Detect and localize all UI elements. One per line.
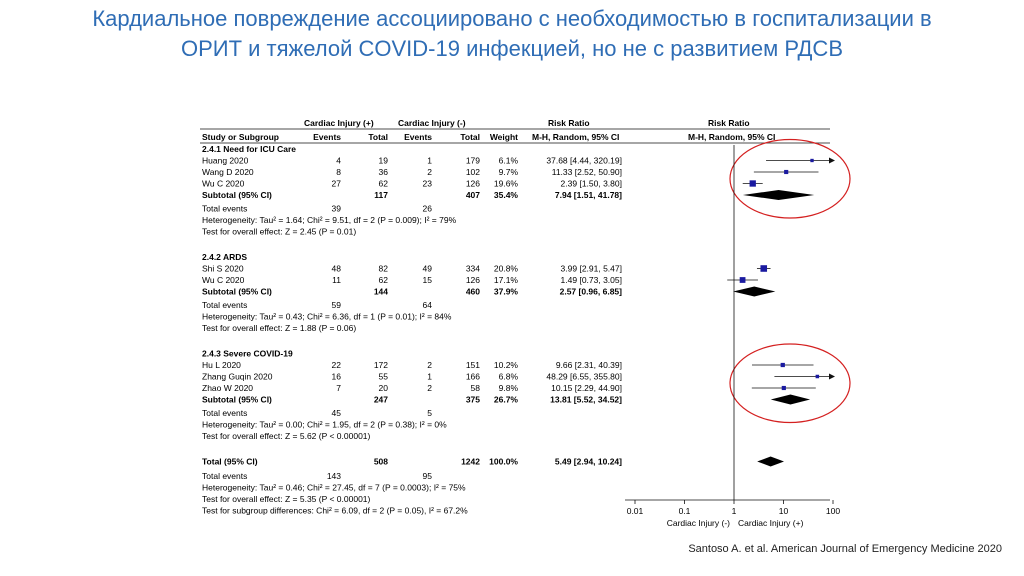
subgroup-0-total-events-2: 26: [422, 203, 432, 214]
subgroup-2-study-2-ci: 10.15 [2.29, 44.90]: [551, 383, 622, 393]
subgroup-2-overall-effect: Test for overall effect: Z = 5.62 (P < 0.00001): [202, 431, 371, 441]
subgroup-2-study-0-total-1: 172: [373, 360, 388, 370]
subgroup-2-subtotal-weight: 26.7%: [493, 394, 518, 405]
header-method-plot: M-H, Random, 95% CI: [688, 132, 776, 142]
subgroup-1-study-0-events-1: 48: [331, 263, 341, 274]
subgroup-1-study-1-total-2: 126: [465, 275, 480, 285]
subgroup-1-subtotal-diamond: [733, 287, 775, 297]
subgroup-2-study-1-square: [816, 375, 819, 378]
subgroup-0-heterogeneity: Heterogeneity: Tau² = 1.64; Chi² = 9.51, df = 2 (P = 0.009); I² = 79%: [202, 215, 457, 225]
subgroup-0-study-1-square: [784, 170, 788, 174]
subgroup-2-study-1-weight: 6.8%: [498, 371, 518, 382]
subgroup-0-study-1-events-1: 8: [336, 167, 341, 177]
subgroup-2-study-2-name: Zhao W 2020: [202, 383, 254, 393]
subgroup-2-study-2-total-2: 58: [470, 383, 480, 393]
subgroup-0-study-2-events-1: 27: [331, 178, 341, 189]
subgroup-0-subtotal-diamond: [743, 190, 814, 200]
subgroup-0-subtotal-total-2: 407: [465, 190, 480, 200]
citation: Santoso A. et al. American Journal of Emergency Medicine 2020: [688, 543, 1002, 555]
x-tick-label-2: 1: [731, 506, 737, 516]
x-tick-label-3: 10: [778, 506, 789, 516]
subgroup-2-study-0-name: Hu L 2020: [202, 360, 241, 370]
subgroup-1-total-events-1: 59: [331, 300, 341, 310]
subgroup-2-study-1-total-1: 55: [378, 371, 388, 382]
subgroup-1-heterogeneity: Heterogeneity: Tau² = 0.43; Chi² = 6.36, df = 1 (P = 0.01); I² = 84%: [202, 311, 452, 322]
subgroup-2-total-events-1: 45: [331, 408, 341, 418]
subgroup-0-study-2-total-1: 62: [378, 178, 388, 189]
forest-rows: [202, 144, 622, 516]
subgroup-1-study-1-events-2: 15: [422, 275, 432, 285]
header-cardiac-negative: Cardiac Injury (-): [398, 118, 466, 128]
subgroup-0-study-0-total-1: 19: [378, 155, 388, 166]
subgroup-2-total-events-label: Total events: [202, 408, 248, 418]
subgroup-0-study-1-weight: 9.7%: [498, 167, 518, 177]
subgroup-2-study-0-total-2: 151: [465, 360, 480, 370]
subgroup-2-title: 2.4.3 Severe COVID-19: [202, 348, 293, 359]
header-study: Study or Subgroup: [202, 132, 279, 142]
subgroup-2-heterogeneity: Heterogeneity: Tau² = 0.00; Chi² = 1.95, df = 2 (P = 0.38); I² = 0%: [202, 419, 447, 430]
x-tick-label-0: 0.01: [626, 506, 644, 516]
total-label: Total (95% CI): [202, 456, 258, 467]
total-events-2: 95: [422, 471, 432, 481]
header-total-1: Total: [368, 132, 388, 142]
header-risk-ratio-plot: Risk Ratio: [708, 118, 750, 128]
subgroup-2-subtotal-ci: 13.81 [5.52, 34.52]: [550, 394, 622, 405]
subgroup-2-subtotal-total-1: 247: [373, 394, 388, 405]
subgroup-0-subtotal-label: Subtotal (95% CI): [202, 190, 272, 200]
subgroup-2-study-1-events-1: 16: [331, 371, 341, 382]
subgroup-2-study-0-events-2: 2: [427, 360, 432, 370]
subgroup-0-study-0-name: Huang 2020: [202, 155, 249, 166]
total-subgroup-differences: Test for subgroup differences: Chi² = 6.09, df = 2 (P = 0.05), I² = 67.2%: [202, 505, 468, 516]
subgroup-0-study-0-total-2: 179: [465, 155, 480, 166]
x-tick-label-1: 0.1: [678, 506, 691, 516]
subgroup-0-study-1-total-1: 36: [378, 167, 388, 177]
subgroup-1-subtotal-weight: 37.9%: [493, 286, 518, 297]
subgroup-2-study-2-total-1: 20: [378, 383, 388, 393]
subgroup-1-overall-effect: Test for overall effect: Z = 1.88 (P = 0.06): [202, 323, 357, 333]
highlight-ellipse-0: [730, 140, 850, 219]
subgroup-0-subtotal-weight: 35.4%: [493, 190, 518, 200]
total-total-1: 508: [373, 456, 388, 467]
subgroup-1-title: 2.4.2 ARDS: [202, 252, 248, 262]
total-total-2: 1242: [461, 456, 480, 467]
subgroup-1-total-events-2: 64: [422, 300, 432, 310]
slide-title-line-2: ОРИТ и тяжелой COVID-19 инфекцией, но не с развитием РДСВ: [181, 36, 843, 61]
header-events-2: Events: [404, 132, 432, 142]
subgroup-2-study-1-ci: 48.29 [6.55, 355.80]: [546, 371, 622, 382]
subgroup-1-study-0-events-2: 49: [422, 263, 432, 274]
x-tick-label-4: 100: [825, 506, 841, 516]
subgroup-0-study-1-total-2: 102: [465, 167, 480, 177]
subgroup-0-study-2-name: Wu C 2020: [202, 178, 245, 189]
subgroup-1-study-0-name: Shi S 2020: [202, 263, 244, 274]
subgroup-1-study-0-weight: 20.8%: [493, 263, 518, 274]
subgroup-0-study-2-square: [750, 180, 756, 186]
subgroup-1-total-events-label: Total events: [202, 300, 248, 310]
header-total-2: Total: [460, 132, 480, 142]
subgroup-2-study-1-ci-line-arrow: [829, 374, 835, 380]
header-cardiac-positive: Cardiac Injury (+): [304, 118, 374, 128]
subgroup-1-study-1-events-1: 11: [332, 275, 341, 285]
highlight-ellipse-2: [730, 344, 850, 423]
x-axis-label-right: Cardiac Injury (+): [738, 518, 804, 528]
total-events-label: Total events: [202, 471, 248, 481]
subgroup-2-subtotal-diamond: [771, 395, 810, 405]
subgroup-2-study-0-square: [781, 363, 785, 367]
subgroup-2-subtotal-label: Subtotal (95% CI): [202, 394, 272, 405]
subgroup-0-subtotal-total-1: 117: [374, 190, 388, 200]
header-risk-ratio: Risk Ratio: [548, 118, 590, 128]
total-diamond: [757, 457, 784, 467]
subgroup-0-study-2-events-2: 23: [422, 178, 432, 189]
subgroup-0-study-2-weight: 19.6%: [493, 178, 518, 189]
subgroup-1-study-1-ci: 1.49 [0.73, 3.05]: [560, 275, 622, 285]
subgroup-2-study-0-ci: 9.66 [2.31, 40.39]: [555, 360, 622, 370]
subgroup-1-study-1-weight: 17.1%: [493, 275, 518, 285]
subgroup-0-title: 2.4.1 Need for ICU Care: [202, 144, 297, 154]
subgroup-0-study-2-ci: 2.39 [1.50, 3.80]: [560, 178, 622, 189]
header-weight: Weight: [489, 132, 518, 142]
subgroup-2-study-1-events-2: 1: [427, 371, 432, 382]
subgroup-1-study-0-ci: 3.99 [2.91, 5.47]: [560, 263, 622, 274]
subgroup-0-study-0-ci-line-arrow: [829, 158, 835, 164]
subgroup-1-subtotal-total-2: 460: [465, 286, 480, 297]
x-axis-label-left: Cardiac Injury (-): [666, 518, 730, 528]
subgroup-2-study-1-total-2: 166: [465, 371, 480, 382]
subgroup-0-study-0-ci: 37.68 [4.44, 320.19]: [546, 155, 622, 166]
subgroup-1-study-1-square: [740, 277, 746, 283]
subgroup-1-study-0-total-1: 82: [378, 263, 388, 274]
subgroup-2-study-0-weight: 10.2%: [493, 360, 518, 370]
total-events-1: 143: [326, 471, 341, 481]
subgroup-0-study-2-total-2: 126: [465, 178, 480, 189]
total-heterogeneity: Heterogeneity: Tau² = 0.46; Chi² = 27.45, df = 7 (P = 0.0003); I² = 75%: [202, 482, 466, 493]
subgroup-0-study-0-square: [810, 159, 813, 162]
subgroup-2-subtotal-total-2: 375: [465, 394, 480, 405]
subgroup-2-study-1-name: Zhang Guqin 2020: [202, 371, 273, 382]
subgroup-1-study-1-total-1: 62: [378, 275, 388, 285]
subgroup-2-study-0-events-1: 22: [331, 360, 341, 370]
forest-marks: [727, 140, 850, 467]
table-header: [200, 118, 830, 143]
subgroup-0-overall-effect: Test for overall effect: Z = 2.45 (P = 0.01): [202, 226, 357, 237]
subgroup-2-total-events-2: 5: [427, 408, 432, 418]
subgroup-0-total-events-label: Total events: [202, 203, 248, 214]
subgroup-1-subtotal-ci: 2.57 [0.96, 6.85]: [559, 286, 622, 297]
subgroup-2-study-2-square: [782, 386, 786, 390]
subgroup-2-study-2-weight: 9.8%: [498, 383, 518, 393]
subgroup-0-subtotal-ci: 7.94 [1.51, 41.78]: [554, 190, 622, 200]
subgroup-0-study-1-name: Wang D 2020: [202, 167, 254, 177]
subgroup-1-subtotal-label: Subtotal (95% CI): [202, 286, 272, 297]
subgroup-0-study-1-ci: 11.33 [2.52, 50.90]: [551, 167, 622, 177]
subgroup-0-total-events-1: 39: [331, 203, 341, 214]
total-weight: 100.0%: [489, 456, 518, 467]
subgroup-0-study-1-events-2: 2: [427, 167, 432, 177]
subgroup-0-study-0-events-2: 1: [427, 155, 432, 166]
subgroup-2-study-2-events-1: 7: [336, 383, 341, 393]
slide-title-line-1: Кардиальное повреждение ассоциировано с необходимостью в госпитализации в: [92, 6, 932, 31]
subgroup-1-subtotal-total-1: 144: [373, 286, 388, 297]
header-events-1: Events: [313, 132, 341, 142]
subgroup-1-study-0-total-2: 334: [465, 263, 480, 274]
total-ci: 5.49 [2.94, 10.24]: [554, 456, 622, 467]
subgroup-2-study-2-events-2: 2: [427, 383, 432, 393]
subgroup-0-study-0-weight: 6.1%: [498, 155, 518, 166]
header-method: M-H, Random, 95% CI: [532, 132, 620, 142]
forest-axis: [625, 145, 840, 528]
subgroup-1-study-1-name: Wu C 2020: [202, 275, 245, 285]
subgroup-0-study-0-events-1: 4: [336, 155, 341, 166]
subgroup-1-study-0-square: [760, 265, 767, 272]
total-overall-effect: Test for overall effect: Z = 5.35 (P < 0.00001): [202, 494, 371, 504]
